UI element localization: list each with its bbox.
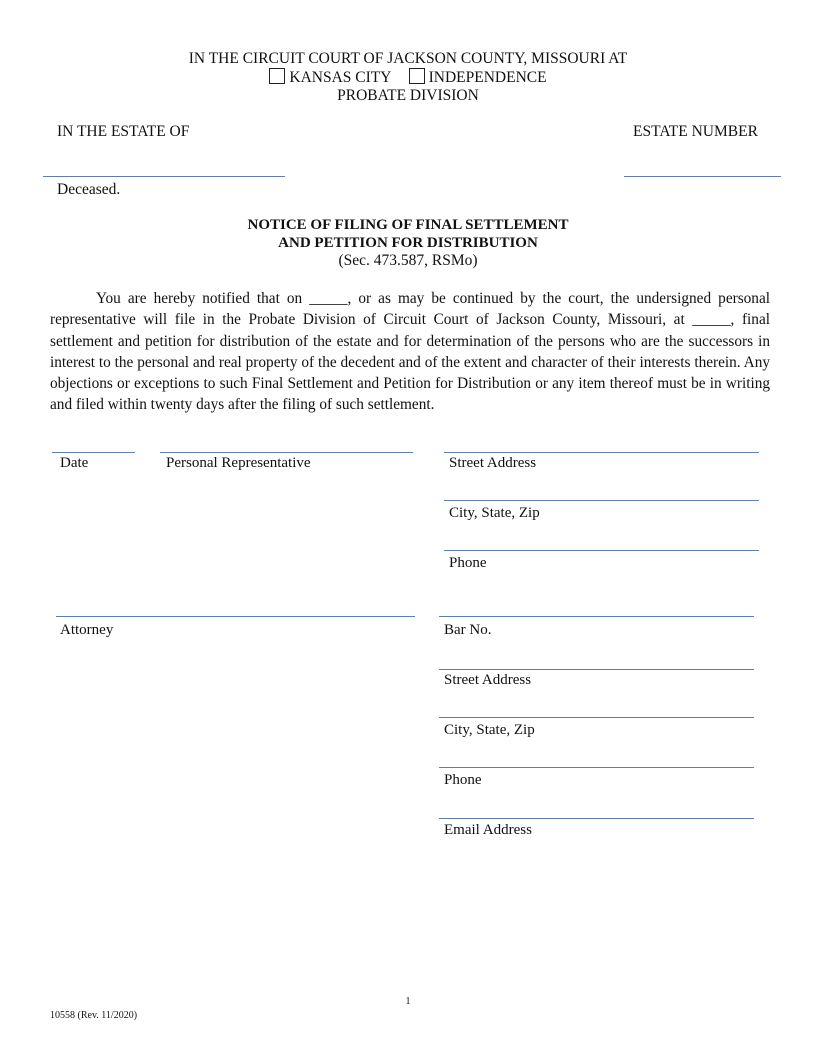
rep-city-field[interactable] — [444, 500, 759, 501]
notice-body — [50, 288, 770, 416]
independence-checkbox[interactable] — [409, 68, 425, 84]
rep-street-label: Street Address — [449, 455, 537, 471]
estate-number-label: ESTATE NUMBER — [633, 123, 758, 140]
attorney-street-field[interactable] — [439, 669, 754, 670]
notice-title-line1: NOTICE OF FILING OF FINAL SETTLEMENT — [247, 217, 569, 233]
rep-street-field[interactable] — [444, 452, 759, 453]
attorney-signature-field[interactable] — [56, 616, 415, 617]
rep-phone-label: Phone — [449, 555, 487, 571]
kansas-city-checkbox[interactable] — [269, 68, 285, 84]
personal-rep-label: Personal Representative — [166, 455, 311, 471]
bar-number-field[interactable] — [439, 616, 754, 617]
date-label: Date — [60, 455, 89, 471]
deceased-label: Deceased. — [57, 181, 121, 198]
notice-title-line2: AND PETITION FOR DISTRIBUTION — [278, 235, 538, 251]
rep-city-label: City, State, Zip — [449, 505, 540, 521]
attorney-label: Attorney — [60, 622, 114, 638]
estate-number-field[interactable] — [624, 176, 781, 177]
kansas-city-label: KANSAS CITY — [289, 69, 391, 86]
independence-label: INDEPENDENCE — [428, 69, 547, 86]
rep-phone-field[interactable] — [444, 550, 759, 551]
bar-number-label: Bar No. — [444, 622, 492, 638]
division-heading: PROBATE DIVISION — [337, 87, 479, 104]
statute-citation: (Sec. 473.587, RSMo) — [338, 252, 478, 269]
location-options — [0, 68, 816, 87]
estate-of-label: IN THE ESTATE OF — [57, 123, 190, 140]
personal-rep-signature-field[interactable] — [160, 452, 413, 453]
decedent-name-field[interactable] — [43, 176, 285, 177]
notice-body-text: You are hereby notified that on _____, or as may be continued by the court, the undersigned personal representative will file in the Probate Division of Circuit Court of Jackson County, Missouri, at _____, final settlement and petition for distribution of the estate and for determination of the persons who are the successors in interest to the personal and real property of the decedent and of the extent and character of their interests therein. Any objections or exceptions to such Final Settlement and Petition for Distribution or any item thereof must be in writing and filed within twenty days after the filing of such settlement. — [50, 290, 770, 414]
date-field[interactable] — [52, 452, 135, 453]
court-heading: IN THE CIRCUIT COURT OF JACKSON COUNTY, MISSOURI AT — [188, 50, 628, 67]
attorney-city-field[interactable] — [439, 717, 754, 718]
attorney-city-label: City, State, Zip — [444, 722, 535, 738]
attorney-street-label: Street Address — [444, 672, 532, 688]
attorney-email-label: Email Address — [444, 822, 532, 838]
attorney-phone-label: Phone — [444, 772, 482, 788]
form-id: 10558 (Rev. 11/2020) — [50, 1010, 138, 1021]
attorney-phone-field[interactable] — [439, 767, 754, 768]
attorney-email-field[interactable] — [439, 818, 754, 819]
page-number: 1 — [405, 996, 411, 1007]
